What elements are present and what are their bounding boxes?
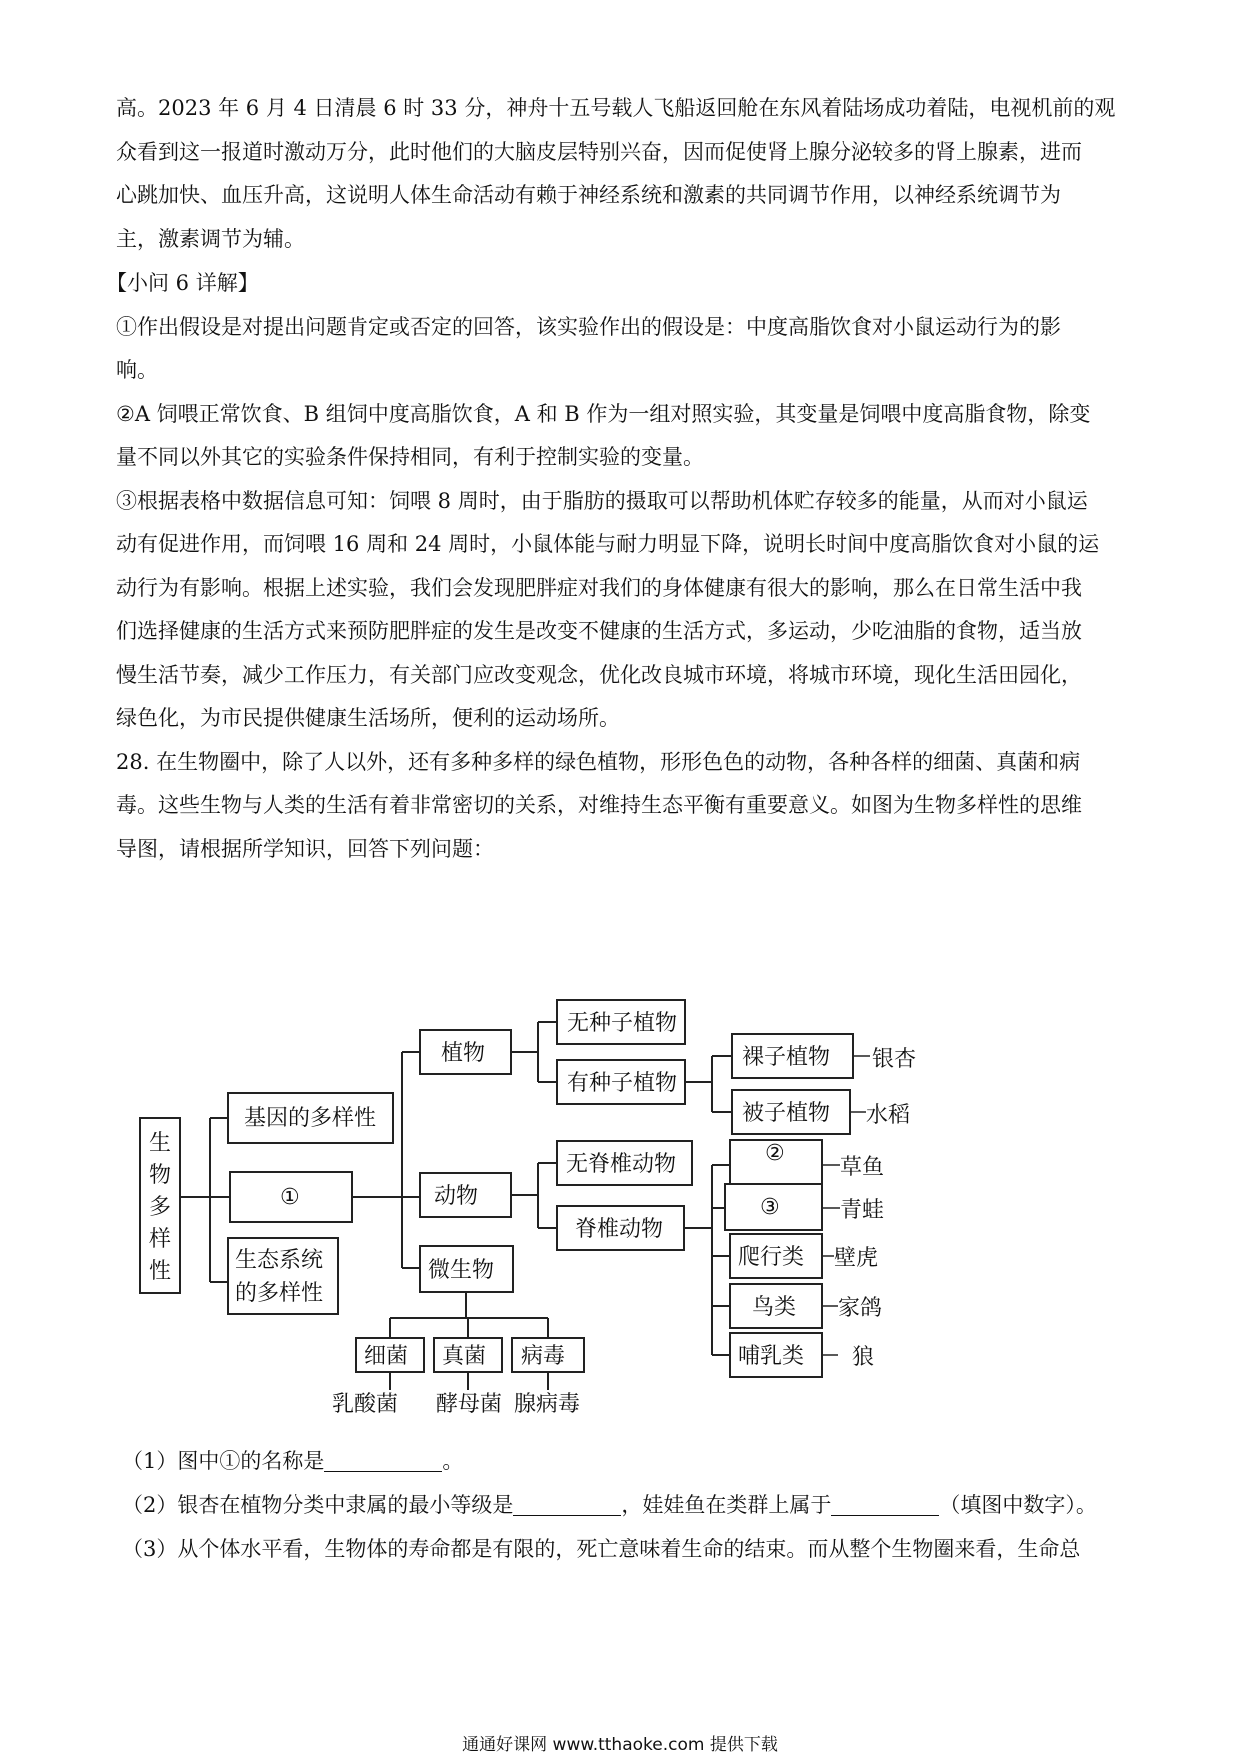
virus-node (512, 1338, 584, 1372)
yeast-label: 酵母菌 (436, 1392, 503, 1417)
microorganism-node (420, 1246, 513, 1292)
svg-text:①: ① (280, 1185, 300, 1210)
fungi-node (434, 1338, 502, 1372)
svg-text:的多样性: 的多样性 (235, 1281, 324, 1306)
svg-text:植物: 植物 (441, 1041, 486, 1066)
fish-node (730, 1140, 822, 1188)
svg-text:无脊椎动物: 无脊椎动物 (566, 1152, 677, 1177)
svg-text:裸子植物: 裸子植物 (742, 1045, 831, 1070)
text-line: 心跳加快、血压升高，这说明人体生命活动有赖于神经系统和激素的共同调节作用，以神经系统调节为 (116, 183, 1061, 207)
text-line: 主，激素调节为辅。 (116, 227, 305, 251)
svg-text:多: 多 (149, 1195, 172, 1220)
question-28-line: 毒。这些生物与人类的生活有着非常密切的关系，对维持生态平衡有重要意义。如图为生物多样性的思维 (116, 793, 1082, 817)
question-28-line: 28. 在生物圈中，除了人以外，还有多种多样的绿色植物，形形色色的动物，各种各样的细菌、真菌和病 (116, 750, 1081, 774)
angiosperm-node (732, 1090, 850, 1134)
text-line: ③根据表格中数据信息可知：饲喂 8 周时，由于脂肪的摄取可以帮助机体贮存较多的能量，从而对小鼠运 (116, 489, 1088, 513)
svg-text:脊椎动物: 脊椎动物 (575, 1217, 664, 1242)
svg-text:动物: 动物 (434, 1184, 479, 1209)
text-line: 动有促进作用，而饲喂 16 周和 24 周时，小鼠体能与耐力明显下降，说明长时间中度高脂饮食对小鼠的运 (116, 532, 1100, 556)
answer-blank-2a[interactable] (513, 1493, 621, 1516)
svg-text:有种子植物: 有种子植物 (567, 1071, 678, 1096)
bird-node (730, 1284, 822, 1328)
question-2-middle: ，娃娃鱼在类群上属于 (621, 1493, 832, 1517)
grass-carp-label: 草鱼 (840, 1155, 885, 1180)
text-line: 们选择健康的生活方式来预防肥胖症的发生是改变不健康的生活方式，多运动，少吃油脂的食物，适当放 (116, 619, 1082, 643)
text-line: 响。 (116, 358, 158, 382)
svg-text:基因的多样性: 基因的多样性 (244, 1106, 377, 1131)
gene-diversity-node (228, 1093, 393, 1143)
question-28-line: 导图，请根据所学知识，回答下列问题： (116, 837, 494, 861)
gecko-label: 壁虎 (834, 1246, 879, 1271)
question-3: （3）从个体水平看，生物体的寿命都是有限的，死亡意味着生命的结束。而从整个生物圈来看，生命总 (122, 1537, 1081, 1561)
svg-text:病毒: 病毒 (521, 1344, 566, 1369)
section-heading: 【小问 6 详解】 (106, 271, 259, 295)
invertebrate-node (557, 1141, 692, 1185)
svg-text:性: 性 (149, 1259, 172, 1284)
text-line: 量不同以外其它的实验条件保持相同，有利于控制实验的变量。 (116, 445, 704, 469)
text-line: 高。2023 年 6 月 4 日清晨 6 时 33 分，神舟十五号载人飞船返回舱在东风着陆场成功着陆，电视机前的观 (116, 96, 1116, 120)
text-line: 动行为有影响。根据上述实验，我们会发现肥胖症对我们的身体健康有很大的影响，那么在日常生活中我 (116, 576, 1082, 600)
svg-text:生: 生 (149, 1131, 172, 1156)
question-1 (122, 1446, 463, 1476)
question-2-text: （2）银杏在植物分类中隶属的最小等级是 (122, 1493, 514, 1517)
adenovirus-label: 腺病毒 (514, 1392, 581, 1417)
footer: 通通好课网 www.tthaoke.com 提供下载 (462, 1735, 778, 1755)
vertebrate-node (557, 1206, 684, 1250)
mammal-node (730, 1333, 822, 1377)
animal-node (420, 1173, 511, 1217)
text-line: 绿色化，为市民提供健康生活场所，便利的运动场所。 (116, 706, 620, 730)
reptile-node (730, 1234, 822, 1278)
frog-label: 青蛙 (840, 1198, 885, 1223)
seed-plant-node (557, 1060, 685, 1104)
svg-text:细菌: 细菌 (364, 1344, 409, 1369)
svg-text:真菌: 真菌 (442, 1344, 487, 1369)
ecosystem-diversity-node (228, 1238, 338, 1314)
root-node (140, 1118, 180, 1293)
svg-text:样: 样 (149, 1227, 172, 1252)
species-diversity-node (230, 1172, 352, 1222)
question-1-text: （1）图中①的名称是 (122, 1449, 325, 1473)
svg-text:鸟类: 鸟类 (752, 1295, 797, 1320)
svg-text:哺乳类: 哺乳类 (738, 1344, 805, 1369)
text-line: ①作出假设是对提出问题肯定或否定的回答，该实验作出的假设是：中度高脂饮食对小鼠运动行为的影 (116, 315, 1061, 339)
svg-text:生态系统: 生态系统 (235, 1248, 324, 1273)
bacteria-node (356, 1338, 424, 1372)
lactobacillus-label: 乳酸菌 (332, 1392, 399, 1417)
text-line: 众看到这一报道时激动万分，此时他们的大脑皮层特别兴奋，因而促使肾上腺分泌较多的肾上腺素，进而 (116, 140, 1082, 164)
wolf-label: 狼 (852, 1345, 875, 1370)
gymnosperm-node (732, 1034, 853, 1078)
answer-blank-2b[interactable] (831, 1493, 939, 1516)
svg-text:物: 物 (149, 1163, 172, 1188)
svg-text:③: ③ (760, 1195, 780, 1220)
question-2 (122, 1490, 1097, 1520)
ginkgo-label: 银杏 (872, 1047, 917, 1072)
svg-text:爬行类: 爬行类 (738, 1245, 805, 1270)
rice-label: 水稻 (866, 1103, 911, 1128)
plant-node (420, 1030, 511, 1074)
question-2-end: （填图中数字）。 (939, 1493, 1097, 1517)
svg-text:被子植物: 被子植物 (742, 1101, 831, 1126)
pigeon-label: 家鸽 (838, 1296, 883, 1321)
question-1-end: 。 (442, 1449, 464, 1473)
seedless-plant-node (557, 1000, 685, 1044)
answer-blank-1[interactable] (324, 1449, 442, 1472)
svg-text:②: ② (765, 1141, 785, 1166)
amphibian-node (725, 1184, 822, 1230)
svg-text:微生物: 微生物 (428, 1258, 495, 1283)
svg-text:无种子植物: 无种子植物 (567, 1011, 678, 1036)
text-line: ②A 饲喂正常饮食、B 组饲中度高脂饮食，A 和 B 作为一组对照实验，其变量是饲喂中度高脂食物，除变 (116, 402, 1091, 426)
text-line: 慢生活节奏，减少工作压力，有关部门应改变观念，优化改良城市环境，将城市环境，现化生活田园化， (116, 663, 1082, 687)
